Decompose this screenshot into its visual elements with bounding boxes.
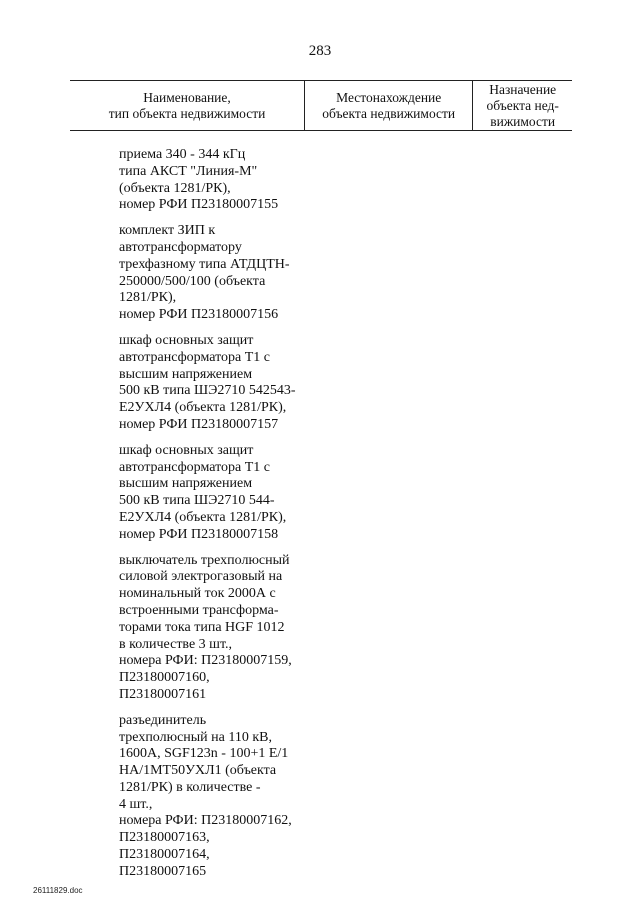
list-item bbox=[119, 713, 319, 881]
item-line: силовой электрогазовый на bbox=[119, 569, 283, 585]
header-line: объекта нед- bbox=[486, 97, 559, 113]
item-line: высшим напряжением bbox=[119, 476, 253, 492]
header-line: тип объекта недвижимости bbox=[108, 105, 266, 121]
item-line: типа АКСТ "Линия-М" bbox=[119, 163, 258, 179]
item-line: П23180007165 bbox=[119, 863, 207, 879]
item-line: номер РФИ П23180007155 bbox=[119, 197, 279, 213]
item-line: номер РФИ П23180007158 bbox=[119, 526, 279, 542]
page-number: 283 bbox=[308, 43, 332, 59]
file-name: 26111829.doc bbox=[33, 886, 83, 895]
item-line: автотрансформатора Т1 с bbox=[119, 459, 270, 475]
item-line: трехполюсный на 110 кВ, bbox=[119, 729, 273, 745]
item-line: торами тока типа HGF 1012 bbox=[119, 619, 285, 635]
item-line: номер РФИ П23180007157 bbox=[119, 416, 279, 432]
item-line: 4 шт., bbox=[119, 796, 153, 812]
item-line: 500 кВ типа ШЭ2710 542543- bbox=[119, 383, 296, 399]
list-item bbox=[119, 333, 319, 434]
header-location bbox=[304, 81, 472, 130]
item-line: 1600А, SGF123n - 100+1 E/1 bbox=[119, 746, 289, 762]
item-line: П23180007161 bbox=[119, 686, 207, 702]
item-line: приема 340 - 344 кГц bbox=[119, 147, 246, 162]
list-item bbox=[119, 443, 319, 544]
item-line: 500 кВ типа ШЭ2710 544- bbox=[119, 493, 275, 509]
header-line: Назначение bbox=[489, 81, 557, 97]
item-line: шкаф основных защит bbox=[119, 332, 254, 348]
item-line: разъединитель bbox=[119, 712, 207, 728]
item-line: встроенными трансформа- bbox=[119, 602, 279, 618]
item-line: Е2УХЛ4 (объекта 1281/РК), bbox=[119, 400, 287, 416]
header-line: вижимости bbox=[490, 113, 556, 129]
header-line: объекта недвижимости bbox=[322, 105, 456, 121]
list-item bbox=[119, 553, 319, 704]
item-line: автотрансформатора Т1 с bbox=[119, 349, 270, 365]
item-line: номинальный ток 2000А с bbox=[119, 586, 276, 602]
item-line: П23180007163, bbox=[119, 830, 210, 846]
item-line: высшим напряжением bbox=[119, 366, 253, 382]
item-line: в количестве 3 шт., bbox=[119, 636, 233, 652]
item-line: выключатель трехполюсный bbox=[119, 552, 290, 568]
header-line: Местонахождение bbox=[336, 89, 442, 105]
item-line: НА/1МТ50УХЛ1 (объекта bbox=[119, 763, 277, 779]
item-line: (объекта 1281/РК), bbox=[119, 180, 231, 196]
item-line: трехфазному типа АТДЦТН- bbox=[119, 256, 290, 272]
header-purpose bbox=[472, 81, 572, 130]
item-line: П23180007160, bbox=[119, 670, 210, 686]
item-line: Е2УХЛ4 (объекта 1281/РК), bbox=[119, 509, 287, 525]
item-line: 1281/РК), bbox=[119, 290, 177, 306]
item-line: 250000/500/100 (объекта bbox=[119, 273, 266, 289]
item-line: комплект ЗИП к bbox=[119, 223, 216, 239]
table-header bbox=[70, 80, 572, 131]
item-line: номер РФИ П23180007156 bbox=[119, 307, 279, 323]
item-line: шкаф основных защит bbox=[119, 442, 254, 458]
item-line: номера РФИ: П23180007159, bbox=[119, 653, 292, 669]
list-item bbox=[119, 147, 319, 214]
item-line: 1281/РК) в количестве - bbox=[119, 779, 261, 795]
item-line: номера РФИ: П23180007162, bbox=[119, 813, 292, 829]
item-line: автотрансформатору bbox=[119, 239, 242, 255]
item-line: П23180007164, bbox=[119, 847, 210, 863]
list-item bbox=[119, 223, 319, 324]
property-list bbox=[119, 147, 319, 890]
header-line: Наименование, bbox=[143, 89, 231, 105]
header-name-type bbox=[70, 81, 304, 130]
